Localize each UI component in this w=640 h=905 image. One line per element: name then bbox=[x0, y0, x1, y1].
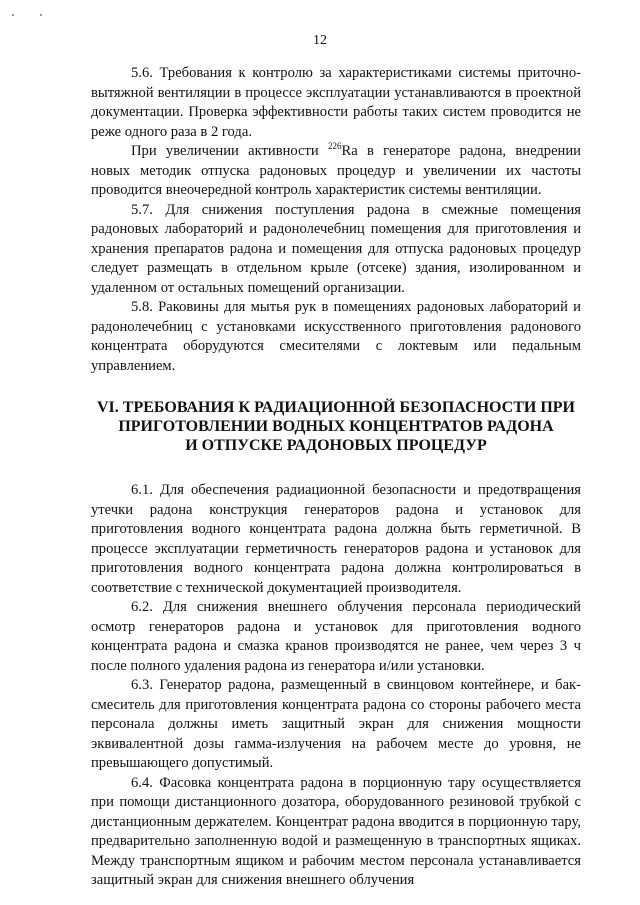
section-heading-line-1: VI. ТРЕБОВАНИЯ К РАДИАЦИОННОЙ БЕЗОПАСНОСТИ ПРИ bbox=[97, 399, 575, 416]
paragraph-6-4: 6.4. Фасовка концентрата радона в порционную тару осуществляется при помощи дистанционного дозатора, оборудованного резиновой трубкой с дистанционным держателем. Концентрат радона вводится в порционную тару, предварительно заполненную водой и размещенную в транспортных ящиках. Между транспортным ящиком и рабочим местом персонала устанавливается защитный экран для снижения внешнего облучения bbox=[91, 774, 581, 888]
paragraph-6-3: 6.3. Генератор радона, размещенный в свинцовом контейнере, и бак-смеситель для приготовления концентрата радона со стороны рабочего места персонала должны иметь защитный экран для снижения мощности эквивалентной дозы гамма-излучения на рабочем месте до уровня, не превышающего допустимый. bbox=[91, 677, 581, 771]
section-heading bbox=[91, 398, 581, 455]
paragraph-radon-activity-start: При увеличении активности bbox=[131, 143, 328, 159]
paragraph-5-6: 5.6. Требования к контролю за характеристиками системы приточно-вытяжной вентиляции в процессе эксплуатации устанавливаются в проектной документации. Проверка эффективности работы таких систем проводится не реже одного раза в 2 года. bbox=[91, 65, 581, 140]
paragraph-5-8: 5.8. Раковины для мытья рук в помещениях радоновых лабораторий и радонолечебниц с установками искусственного приготовления радонового концентрата оборудуются смесителями с локтевым или педальным управлением. bbox=[91, 299, 581, 374]
document-body bbox=[91, 64, 581, 891]
paragraph-6-2: 6.2. Для снижения внешнего облучения персонала периодический осмотр генераторов радона и установок для приготовления водного концентрата радона и смазка кранов производятся не ранее, чем через 3 ч после полного удаления радона из генератора и/или установки. bbox=[91, 599, 581, 674]
paragraph-radon-activity bbox=[91, 142, 581, 201]
paragraph-5-7: 5.7. Для снижения поступления радона в смежные помещения радоновых лабораторий и радонолечебниц помещения для приготовления и хранения препаратов радона и помещения для отпуска радоновых процедур следует размещать в отдельном крыле (отсеке) здания, изолированном и удаленном от остальных помещений организации. bbox=[91, 201, 581, 296]
page-number: 12 bbox=[313, 33, 327, 48]
section-heading-line-2: ПРИГОТОВЛЕНИИ ВОДНЫХ КОНЦЕНТРАТОВ РАДОНА bbox=[118, 418, 554, 435]
scan-speck bbox=[40, 14, 42, 16]
isotope-mass-number: 226 bbox=[328, 141, 342, 152]
paragraph-6-1: 6.1. Для обеспечения радиационной безопасности и предотвращения утечки радона конструкция генераторов радона и установок для приготовления водного концентрата радона должна быть герметичной. В процессе эксплуатации герметичность генераторов радона и установок для приготовления водного концентрата радона должна контролироваться в соответствие с технической документацией производителя. bbox=[91, 482, 581, 596]
section-heading-line-3: И ОТПУСКЕ РАДОНОВЫХ ПРОЦЕДУР bbox=[185, 437, 487, 454]
paragraph-radon-activity-end: Ra в генераторе радона, внедрении новых методик отпуска радоновых процедур и увеличении их частоты проводится внеочередной контроль характеристик системы вентиляции. bbox=[91, 143, 581, 198]
scan-speck bbox=[12, 14, 14, 16]
